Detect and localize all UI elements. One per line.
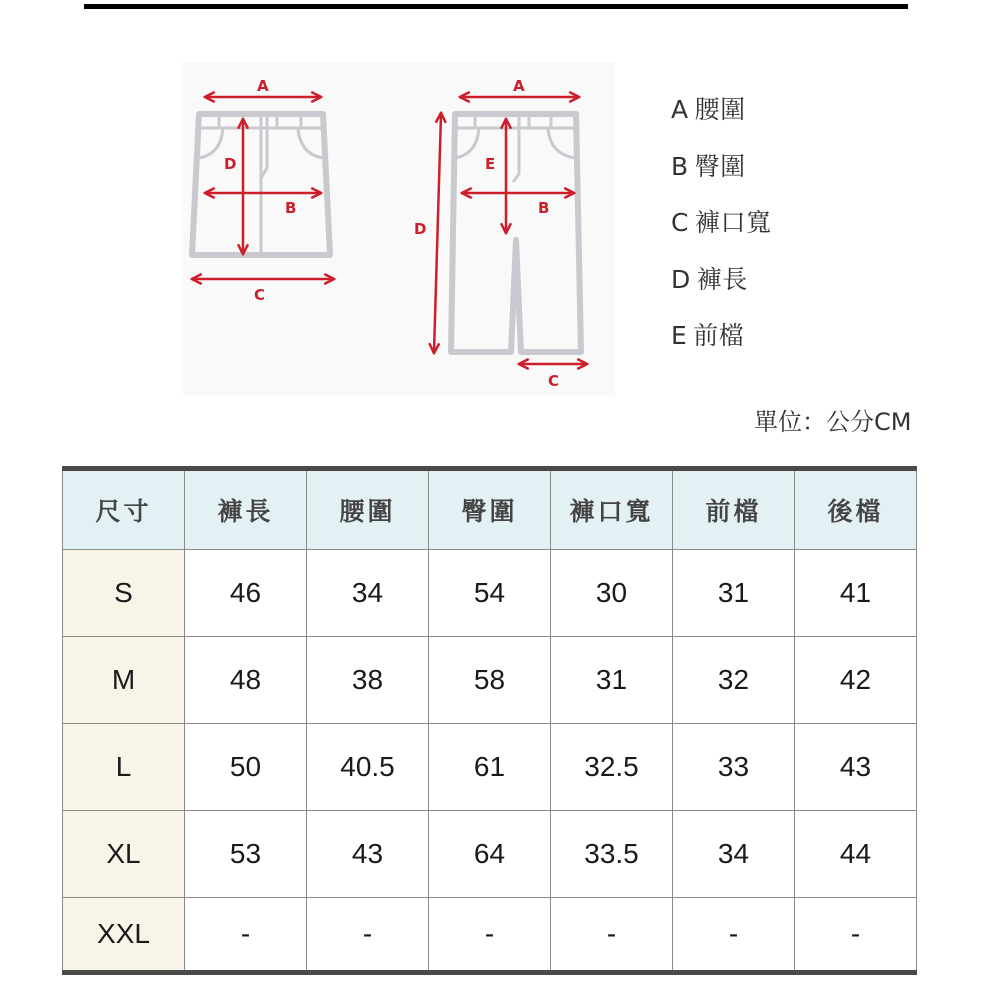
header-hip: 臀圍 <box>429 469 551 550</box>
value-cell: - <box>673 898 795 973</box>
value-cell: 41 <box>795 550 917 637</box>
legend-label: 臀圍 <box>694 151 746 181</box>
table-row <box>63 637 917 724</box>
header-back-rise: 後檔 <box>795 469 917 550</box>
shorts-arrows <box>193 97 333 279</box>
legend-item-waist <box>671 96 771 124</box>
shorts-label-c: C <box>254 286 266 304</box>
value-cell: 32.5 <box>551 724 673 811</box>
shorts-label-d: D <box>224 155 237 173</box>
pants-label-e: E <box>485 155 496 173</box>
legend-key: D <box>671 264 691 294</box>
size-cell: XXL <box>63 898 185 973</box>
value-cell: - <box>185 898 307 973</box>
table-header-row <box>63 469 917 550</box>
table-row <box>63 898 917 973</box>
value-cell: 34 <box>673 811 795 898</box>
pants-label-b: B <box>538 199 550 217</box>
size-cell: XL <box>63 811 185 898</box>
header-front-rise: 前檔 <box>673 469 795 550</box>
table-row <box>63 550 917 637</box>
size-chart-table <box>62 466 917 975</box>
legend-label: 褲口寬 <box>694 208 772 237</box>
value-cell: 30 <box>551 550 673 637</box>
legend-label: 褲長 <box>696 264 748 294</box>
legend-item-hip <box>671 153 771 181</box>
top-divider <box>84 4 908 9</box>
pants-label-c: C <box>548 372 560 390</box>
value-cell: 64 <box>429 811 551 898</box>
value-cell: 33.5 <box>551 811 673 898</box>
shorts-label-a: A <box>257 77 269 95</box>
measurement-diagram <box>183 62 615 396</box>
value-cell: 46 <box>185 550 307 637</box>
shorts-label-b: B <box>285 199 297 217</box>
value-cell: 42 <box>795 637 917 724</box>
header-size: 尺寸 <box>63 469 185 550</box>
value-cell: 31 <box>673 550 795 637</box>
value-cell: 34 <box>307 550 429 637</box>
legend-key: C <box>671 208 689 237</box>
value-cell: 38 <box>307 637 429 724</box>
size-cell: S <box>63 550 185 637</box>
value-cell: - <box>551 898 673 973</box>
value-cell: 54 <box>429 550 551 637</box>
header-waist: 腰圍 <box>307 469 429 550</box>
table-row <box>63 811 917 898</box>
header-leg-opening: 褲口寬 <box>551 469 673 550</box>
value-cell: 53 <box>185 811 307 898</box>
legend-key: E <box>671 321 688 350</box>
pants-illustration <box>451 114 581 352</box>
size-cell: M <box>63 637 185 724</box>
value-cell: 43 <box>795 724 917 811</box>
legend-label: 前檔 <box>693 321 745 350</box>
unit-note: 單位：公分CM <box>754 408 912 436</box>
value-cell: 43 <box>307 811 429 898</box>
value-cell: 50 <box>185 724 307 811</box>
value-cell: 48 <box>185 637 307 724</box>
garment-illustration <box>183 62 615 396</box>
measurement-legend <box>671 96 771 379</box>
value-cell: 61 <box>429 724 551 811</box>
legend-key: B <box>671 151 689 181</box>
value-cell: 58 <box>429 637 551 724</box>
pants-label-a: A <box>513 77 525 95</box>
value-cell: - <box>307 898 429 973</box>
legend-item-length <box>671 266 771 294</box>
value-cell: 40.5 <box>307 724 429 811</box>
value-cell: - <box>795 898 917 973</box>
shorts-illustration <box>192 114 330 255</box>
value-cell: 31 <box>551 637 673 724</box>
legend-key: A <box>671 95 689 124</box>
value-cell: - <box>429 898 551 973</box>
value-cell: 44 <box>795 811 917 898</box>
table-row <box>63 724 917 811</box>
legend-label: 腰圍 <box>694 95 746 124</box>
value-cell: 32 <box>673 637 795 724</box>
header-length: 褲長 <box>185 469 307 550</box>
size-cell: L <box>63 724 185 811</box>
pants-label-d: D <box>414 220 427 238</box>
legend-item-leg-opening <box>671 209 771 237</box>
value-cell: 33 <box>673 724 795 811</box>
legend-item-front-rise <box>671 322 771 350</box>
